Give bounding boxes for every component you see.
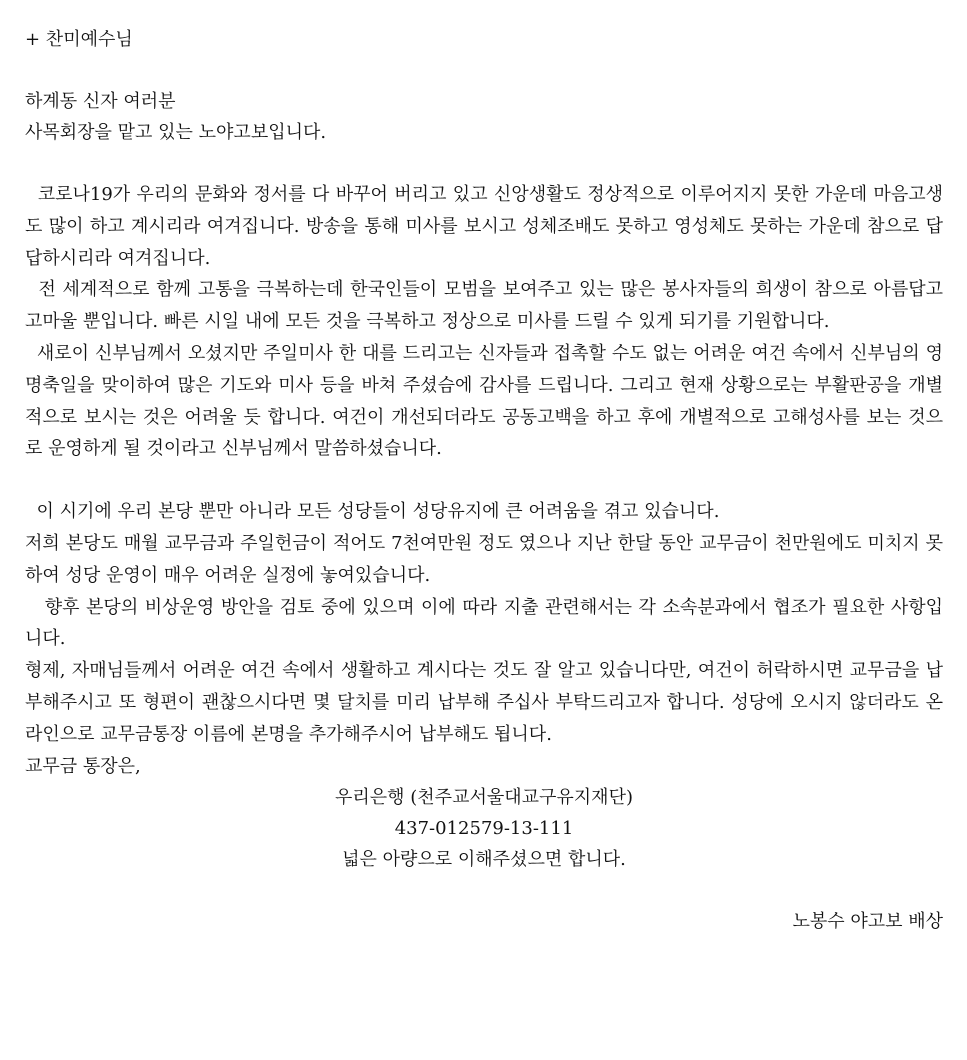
paragraph-priest: 새로이 신부님께서 오셨지만 주일미사 한 대를 드리고는 신자들과 접촉할 수도 없는 어려운 여건 속에서 신부님의 영명축일을 맞이하여 많은 기도와 미사 등을 바쳐 주셨슴에 감사를 드립니다. 그리고 현재 상황으로는 부활판공을 개별적으로 보시는 것은 어려울 듯 합니다. 여건이 개선되더라도 공동고백을 하고 후에 개별적으로 고해성사를 보는 것으로 운영하게 될 것이라고 신부님께서 말씀하셨습니다. <box>25 342 943 460</box>
account-intro: 교무금 통장은, <box>25 755 141 777</box>
spacer <box>25 148 943 179</box>
spacer <box>25 465 943 496</box>
greeting: + 찬미예수님 <box>25 29 133 50</box>
paragraph-volunteers: 전 세계적으로 함께 고통을 극복하는데 한국인들이 모범을 보여주고 있는 많은 봉사자들의 희생이 참으로 아름답고 고마울 뿐입니다. 빠른 시일 내에 모든 것을 극복하고 정상으로 미사를 드릴 수 있게 되기를 기원합니다. <box>25 279 949 333</box>
paragraph-covid: 코로나19가 우리의 문화와 정서를 다 바꾸어 버리고 있고 신앙생활도 정상적으로 이루어지지 못한 가운데 마음고생도 많이 하고 계시리라 여겨집니다. 방송을 통해 미사를 보시고 성체조배도 못하고 영성체도 못하는 가운데 참으로 답답하시리라 여겨집니다. <box>25 184 943 269</box>
addressee: 하계동 신자 여러분 <box>25 91 176 112</box>
account-number: 437-012579-13-111 <box>394 817 574 839</box>
bank-name: 우리은행 (천주교서울대교구유지재단) <box>335 786 633 808</box>
paragraph-emergency-plan: 향후 본당의 비상운영 방안을 검토 중에 있으며 이에 따라 지출 관련해서는 각 소속분과에서 협조가 필요한 사항입니다. <box>25 596 944 650</box>
signature: 노봉수 야고보 배상 <box>792 910 943 932</box>
letter <box>25 24 949 937</box>
closing-request: 넓은 아량으로 이해주셨으면 합니다. <box>342 848 626 870</box>
paragraph-finances: 저희 본당도 매월 교무금과 주일헌금이 적어도 7천여만원 정도 였으나 지난 한달 동안 교무금이 천만원에도 미치지 못하여 성당 운영이 매우 어려운 실정에 놓여있습니다. <box>25 532 943 586</box>
paragraph-request: 형제, 자매님들께서 어려운 여건 속에서 생활하고 계시다는 것도 잘 알고 있습니다만, 여건이 허락하시면 교무금을 납부해주시고 또 형편이 괜찮으시다면 몇 달치를 미리 납부해 주십사 부탁드리고자 합니다. 성당에 오시지 않더라도 온라인으로 교무금통장 이름에 본명을 추가해주시어 납부해도 됩니다. <box>25 660 943 745</box>
paragraph-difficulty: 이 시기에 우리 본당 뿐만 아니라 모든 성당들이 성당유지에 큰 어려움을 겪고 있습니다. <box>25 501 720 523</box>
spacer <box>25 55 943 86</box>
intro-line: 사목회장을 맡고 있는 노야고보입니다. <box>25 122 327 143</box>
spacer <box>25 875 943 906</box>
